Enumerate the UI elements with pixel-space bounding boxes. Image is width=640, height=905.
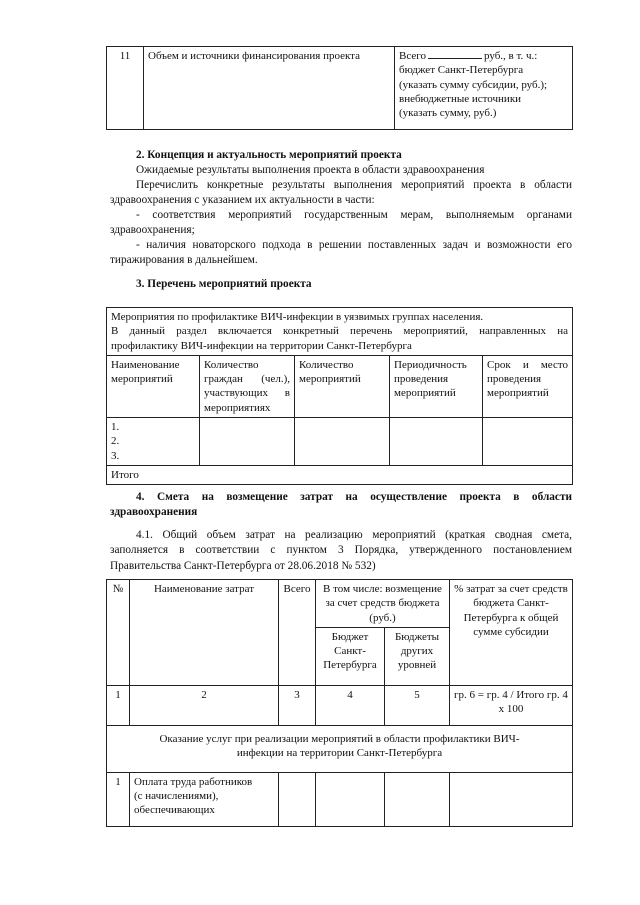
col-periodicity: Периодичность проведения мероприятий: [390, 355, 483, 417]
h-name: Наименование затрат: [130, 580, 279, 686]
num-3: 3: [279, 685, 316, 725]
financing-details: [395, 47, 573, 130]
empty-cell: [385, 772, 450, 826]
budget-table: [106, 579, 573, 827]
col-activity-name: Наименование мероприятий: [107, 355, 200, 417]
h-incl: В том числе: возмещение за счет средств бюджета (руб.): [316, 580, 450, 628]
section-4-title: 4. Смета на возмещение затрат на осуществление проекта в области здравоохранения: [110, 491, 572, 519]
section-2-title: 2. Концепция и актуальность мероприятий проекта: [136, 149, 402, 161]
budget-note: (указать сумму субсидии, руб.);: [399, 78, 548, 91]
activities-table: [106, 307, 573, 485]
r1-num: 1: [107, 772, 130, 826]
r1-name: [130, 772, 279, 826]
h-pct: % затрат за счет средств бюджета Санкт-Петербурга к общей сумме субсидии: [450, 580, 573, 686]
empty-cell: [450, 772, 573, 826]
extra-note: (указать сумму, руб.): [399, 107, 497, 120]
empty-cell: [316, 772, 385, 826]
empty-cell: [295, 418, 390, 466]
activities-intro: [107, 308, 573, 356]
h-other: Бюджеты других уровней: [385, 627, 450, 685]
num-1: 1: [107, 685, 130, 725]
section-2-line1: Ожидаемые результаты выполнения проекта в области здравоохранения: [136, 164, 485, 176]
section-2-line3: - соответствия мероприятий государственным мерам, выполняемым органами здравоохранения;: [110, 209, 572, 237]
col-participants: Количество граждан (чел.), участвующих в мероприятиях: [200, 355, 295, 417]
h-num: №: [107, 580, 130, 686]
row-label: Объем и источники финансирования проекта: [144, 47, 395, 130]
r1-name-text: Оплата труда работников (с начислениями), обеспечивающих: [134, 775, 253, 817]
row-numbers: [107, 418, 200, 466]
list-item: 3.: [111, 449, 120, 462]
activities-total: Итого: [107, 465, 573, 484]
col-term-place: Срок и место проведения мероприятий: [483, 355, 573, 417]
section-4-paragraph: 4.1. Общий объем затрат на реализацию мероприятий (краткая сводная смета, заполняется в соответствии с пунктом 3 Порядка, утвержденного постановлением Правительства Санкт-Петербурга от 28.06.2018 № 532): [110, 529, 572, 572]
financing-table: [106, 46, 573, 130]
h-spb: Бюджет Санкт-Петербурга: [316, 627, 385, 685]
section-row: Оказание услуг при реализации мероприятий в области профилактики ВИЧ-инфекции на территории Санкт-Петербурга: [107, 725, 573, 772]
section-3-title: 3. Перечень мероприятий проекта: [136, 278, 312, 290]
list-item: 2.: [111, 435, 120, 448]
num-2: 2: [130, 685, 279, 725]
blank-line: [428, 49, 482, 59]
num-6: гр. 6 = гр. 4 / Итого гр. 4 х 100: [450, 685, 573, 725]
empty-cell: [483, 418, 573, 466]
total-prefix: Всего: [399, 50, 426, 62]
h-total: Всего: [279, 580, 316, 686]
intro-line2: В данный раздел включается конкретный перечень мероприятий, направленных на профилактику ВИЧ-инфекции на территории Санкт-Петербурга: [111, 325, 568, 352]
empty-cell: [279, 772, 316, 826]
empty-cell: [200, 418, 295, 466]
num-5: 5: [385, 685, 450, 725]
list-item: 1.: [111, 421, 120, 434]
intro-line1: Мероприятия по профилактике ВИЧ-инфекции в уязвимых группах населения.: [111, 311, 484, 323]
extra-line: внебюджетные источники: [399, 92, 522, 105]
section-2-line4: - наличия новаторского подхода в решении поставленных задач и возможности его тиражирования в дальнейшем.: [110, 239, 572, 267]
empty-cell: [390, 418, 483, 466]
total-suffix: руб., в т. ч.:: [483, 50, 538, 62]
num-4: 4: [316, 685, 385, 725]
row-number: 11: [107, 47, 144, 130]
col-activity-count: Количество мероприятий: [295, 355, 390, 417]
budget-line: бюджет Санкт-Петербурга: [399, 64, 524, 77]
section-2-line2: Перечислить конкретные результаты выполнения мероприятий проекта в области здравоохранения с указанием их актуальности в части:: [110, 179, 572, 207]
